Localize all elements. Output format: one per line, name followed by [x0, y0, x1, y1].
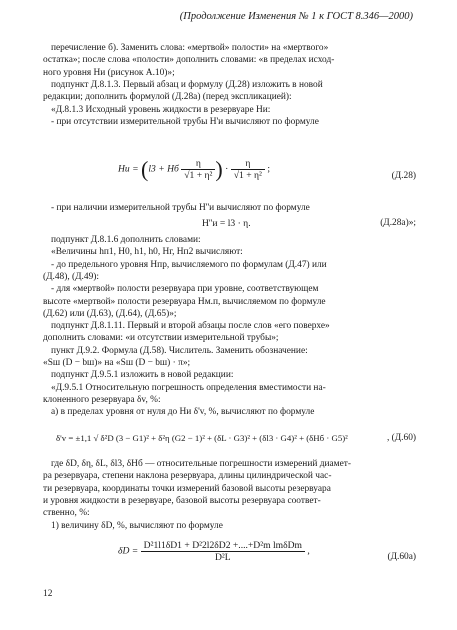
- text-line: ного уровня Hи (рисунок А.10)»;: [43, 67, 175, 78]
- formula-d60a-number: (Д.60а): [387, 552, 416, 562]
- text-line: - до предельного уровня Hпр, вычисляемого по формулам (Д.47) или: [51, 259, 327, 270]
- formula-d60a-num: D²1l1δD1 + D²2l2δD2 +....+D²m lmδDm: [141, 540, 305, 552]
- text-line: редакции; дополнить формулой (Д.28а) (перед экспликацией):: [43, 92, 292, 103]
- formula-d28-f1num: η: [181, 158, 215, 170]
- text-line: дополнить словами: «и отсутствии измерительной трубы»;: [43, 333, 279, 344]
- text-line: остатка»; после слова «полости» дополнить словами: «в пределах исход-: [43, 55, 335, 66]
- text-line: подпункт Д.8.1.6 дополнить словами:: [51, 235, 201, 245]
- formula-d60a-tail: ,: [307, 545, 310, 557]
- formula-d28a-number: (Д.28а)»;: [380, 218, 416, 228]
- text-line: ра резервуара, степени наклона резервуара, длины цилиндрической час-: [43, 471, 332, 482]
- text-line: «Величины hп1, H0, h1, h0, Hг, Hп2 вычисляют:: [51, 247, 243, 258]
- formula-d28-f1den: √1 + η²: [184, 170, 213, 181]
- text-line: а) в пределах уровня от нуля до Hи δ'v, %, вычисляют по формуле: [51, 407, 315, 418]
- text-line: ти резервуара, координаты точки измерений базовой высоты резервуара: [43, 483, 331, 494]
- formula-d60a-den: D²L: [215, 552, 231, 563]
- formula-d28-paren: l3 + Hб: [148, 163, 179, 175]
- text-line: подпункт Д.9.5.1 изложить в новой редакции:: [51, 370, 234, 381]
- text-line: и уровня жидкости в резервуаре, базовой высоты резервуара соответ-: [43, 495, 321, 506]
- text-line: «Д.8.1.3 Исходный уровень жидкости в резервуаре Hи:: [51, 104, 271, 115]
- text-line: клоненного резервуара δv, %:: [43, 394, 161, 405]
- text-line: (Д.48), (Д.49):: [43, 271, 100, 282]
- formula-d28: Hи = (l3 + Hб $\frac{\eta}{\text{√1 + η²}}$ ) · $\frac{\eta}{\text{√1 + η²}}$ ;: [118, 156, 270, 182]
- text-line: где δD, δη, δL, δl3, δHб — относительные погрешности измерений диамет-: [51, 459, 351, 469]
- page-number: 12: [43, 589, 53, 599]
- text-line: подпункт Д.8.1.11. Первый и второй абзацы после слов «его поверхе»: [51, 321, 330, 332]
- formula-d60: δ'v = ±1,1 √ δ²D (3 − G1)² + δ²η (G2 − 1)² + (δL · G3)² + (δl3 · G4)² + (δHб · G5)²: [56, 433, 348, 443]
- formula-d60a-lhs: δD =: [118, 545, 139, 557]
- formula-d28-lhs: Hи =: [118, 163, 139, 175]
- formula-d60-number: , (Д.60): [386, 433, 416, 443]
- text-line: - при отсутствии измерительной трубы H'и вычисляют по формуле: [51, 116, 319, 127]
- formula-d60a: [118, 540, 310, 563]
- formula-d28-tail: ;: [267, 163, 270, 175]
- text-line: - для «мертвой» полости резервуара при уровне, соответствующем: [51, 284, 319, 295]
- text-line: «Sш (D − bш)» на «Sш (D − bш) · π»;: [43, 358, 191, 368]
- text-line: - при наличии измерительной трубы H''и вычисляют по формуле: [51, 203, 310, 213]
- text-line: пункт Д.9.2. Формула (Д.58). Числитель. Заменить обозначение:: [51, 345, 308, 356]
- formula-d28-f2num: η: [231, 158, 265, 170]
- formula-d28-f2den: √1 + η²: [233, 170, 262, 181]
- text-line: ственно, %:: [43, 508, 90, 519]
- formula-d28a: H''и = l3 · η.: [202, 218, 251, 229]
- text-line: перечисление б). Заменить слова: «мертвой» полости» на «мертвого»: [51, 43, 329, 53]
- text-line: «Д.9.5.1 Относительную погрешность определения вместимости на-: [51, 382, 326, 393]
- text-line: высоте «мертвой» полости резервуара Hм.п, вычисляемом по формуле: [43, 296, 326, 307]
- running-header: (Продолжение Изменения № 1 к ГОСТ 8.346—2000): [179, 11, 413, 22]
- text-line: 1) величину δD, %, вычисляют по формуле: [51, 520, 223, 531]
- formula-d28-number: (Д.28): [391, 171, 416, 181]
- text-line: (Д.62) или (Д.63), (Д.64), (Д.65)»;: [43, 308, 177, 319]
- text-line: подпункт Д.8.1.3. Первый абзац и формулу (Д.28) изложить в новой: [51, 79, 323, 90]
